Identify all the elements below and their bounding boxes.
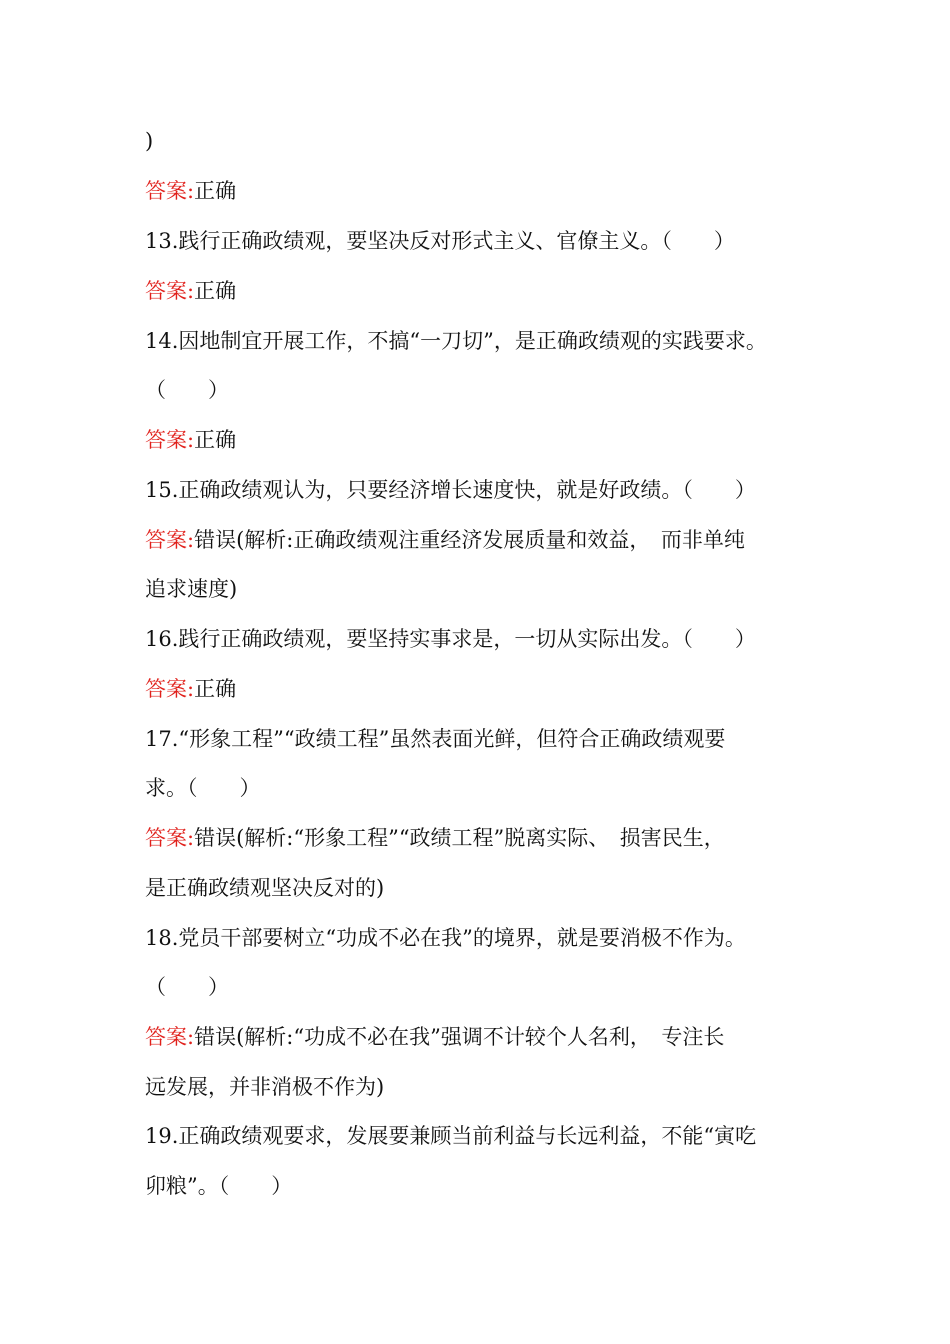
question-19-tail: 卯粮”。（ ） — [145, 1174, 293, 1198]
question-17: 17.“形象工程”“政绩工程”虽然表面光鲜，但符合正确政绩观要 — [145, 727, 726, 751]
answer-text: 错误(解析:“功成不必在我”强调不计较个人名利， 专注长 — [194, 1025, 725, 1049]
question-17-tail: 求。（ ） — [145, 776, 261, 800]
question-19: 19.正确政绩观要求，发展要兼顾当前利益与长远利益，不能“寅吃 — [145, 1124, 757, 1148]
question-16: 16.践行正确政绩观，要坚持实事求是，一切从实际出发。（ ） — [145, 627, 756, 651]
answer-15 — [145, 525, 745, 555]
answer-label: 答案: — [145, 428, 195, 452]
answer-text: 错误(解析:正确政绩观注重经济发展质量和效益， 而非单纯 — [194, 528, 745, 552]
answer-14 — [145, 425, 236, 455]
answer-13 — [145, 276, 236, 306]
answer-18 — [145, 1022, 724, 1052]
question-15: 15.正确政绩观认为，只要经济增长速度快，就是好政绩。（ ） — [145, 478, 756, 502]
question-14-tail: （ ） — [145, 378, 229, 402]
question-13: 13.践行正确政绩观，要坚决反对形式主义、官僚主义。（ ） — [145, 229, 735, 253]
answer-15-tail: 追求速度) — [145, 577, 238, 601]
answer-text: 错误(解析:“形象工程”“政绩工程”脱离实际、 损害民生， — [194, 826, 725, 850]
answer-label: 答案: — [145, 826, 195, 850]
answer-text: 正确 — [194, 179, 237, 203]
answer-17-tail: 是正确政绩观坚决反对的) — [145, 876, 385, 900]
answer-text: 正确 — [194, 428, 237, 452]
answer-text: 正确 — [194, 279, 237, 303]
question-12-tail: ) — [145, 129, 154, 153]
answer-text: 正确 — [194, 677, 237, 701]
answer-label: 答案: — [145, 1025, 195, 1049]
answer-label: 答案: — [145, 528, 195, 552]
answer-label: 答案: — [145, 279, 195, 303]
question-14: 14.因地制宜开展工作，不搞“一刀切”，是正确政绩观的实践要求。 — [145, 329, 767, 353]
answer-12 — [145, 176, 236, 206]
question-18-tail: （ ） — [145, 975, 229, 999]
answer-18-tail: 远发展，并非消极不作为) — [145, 1075, 385, 1099]
answer-17 — [145, 823, 725, 853]
answer-16 — [145, 674, 236, 704]
answer-label: 答案: — [145, 677, 195, 701]
question-18: 18.党员干部要树立“功成不必在我”的境界，就是要消极不作为。 — [145, 926, 746, 950]
answer-label: 答案: — [145, 179, 195, 203]
